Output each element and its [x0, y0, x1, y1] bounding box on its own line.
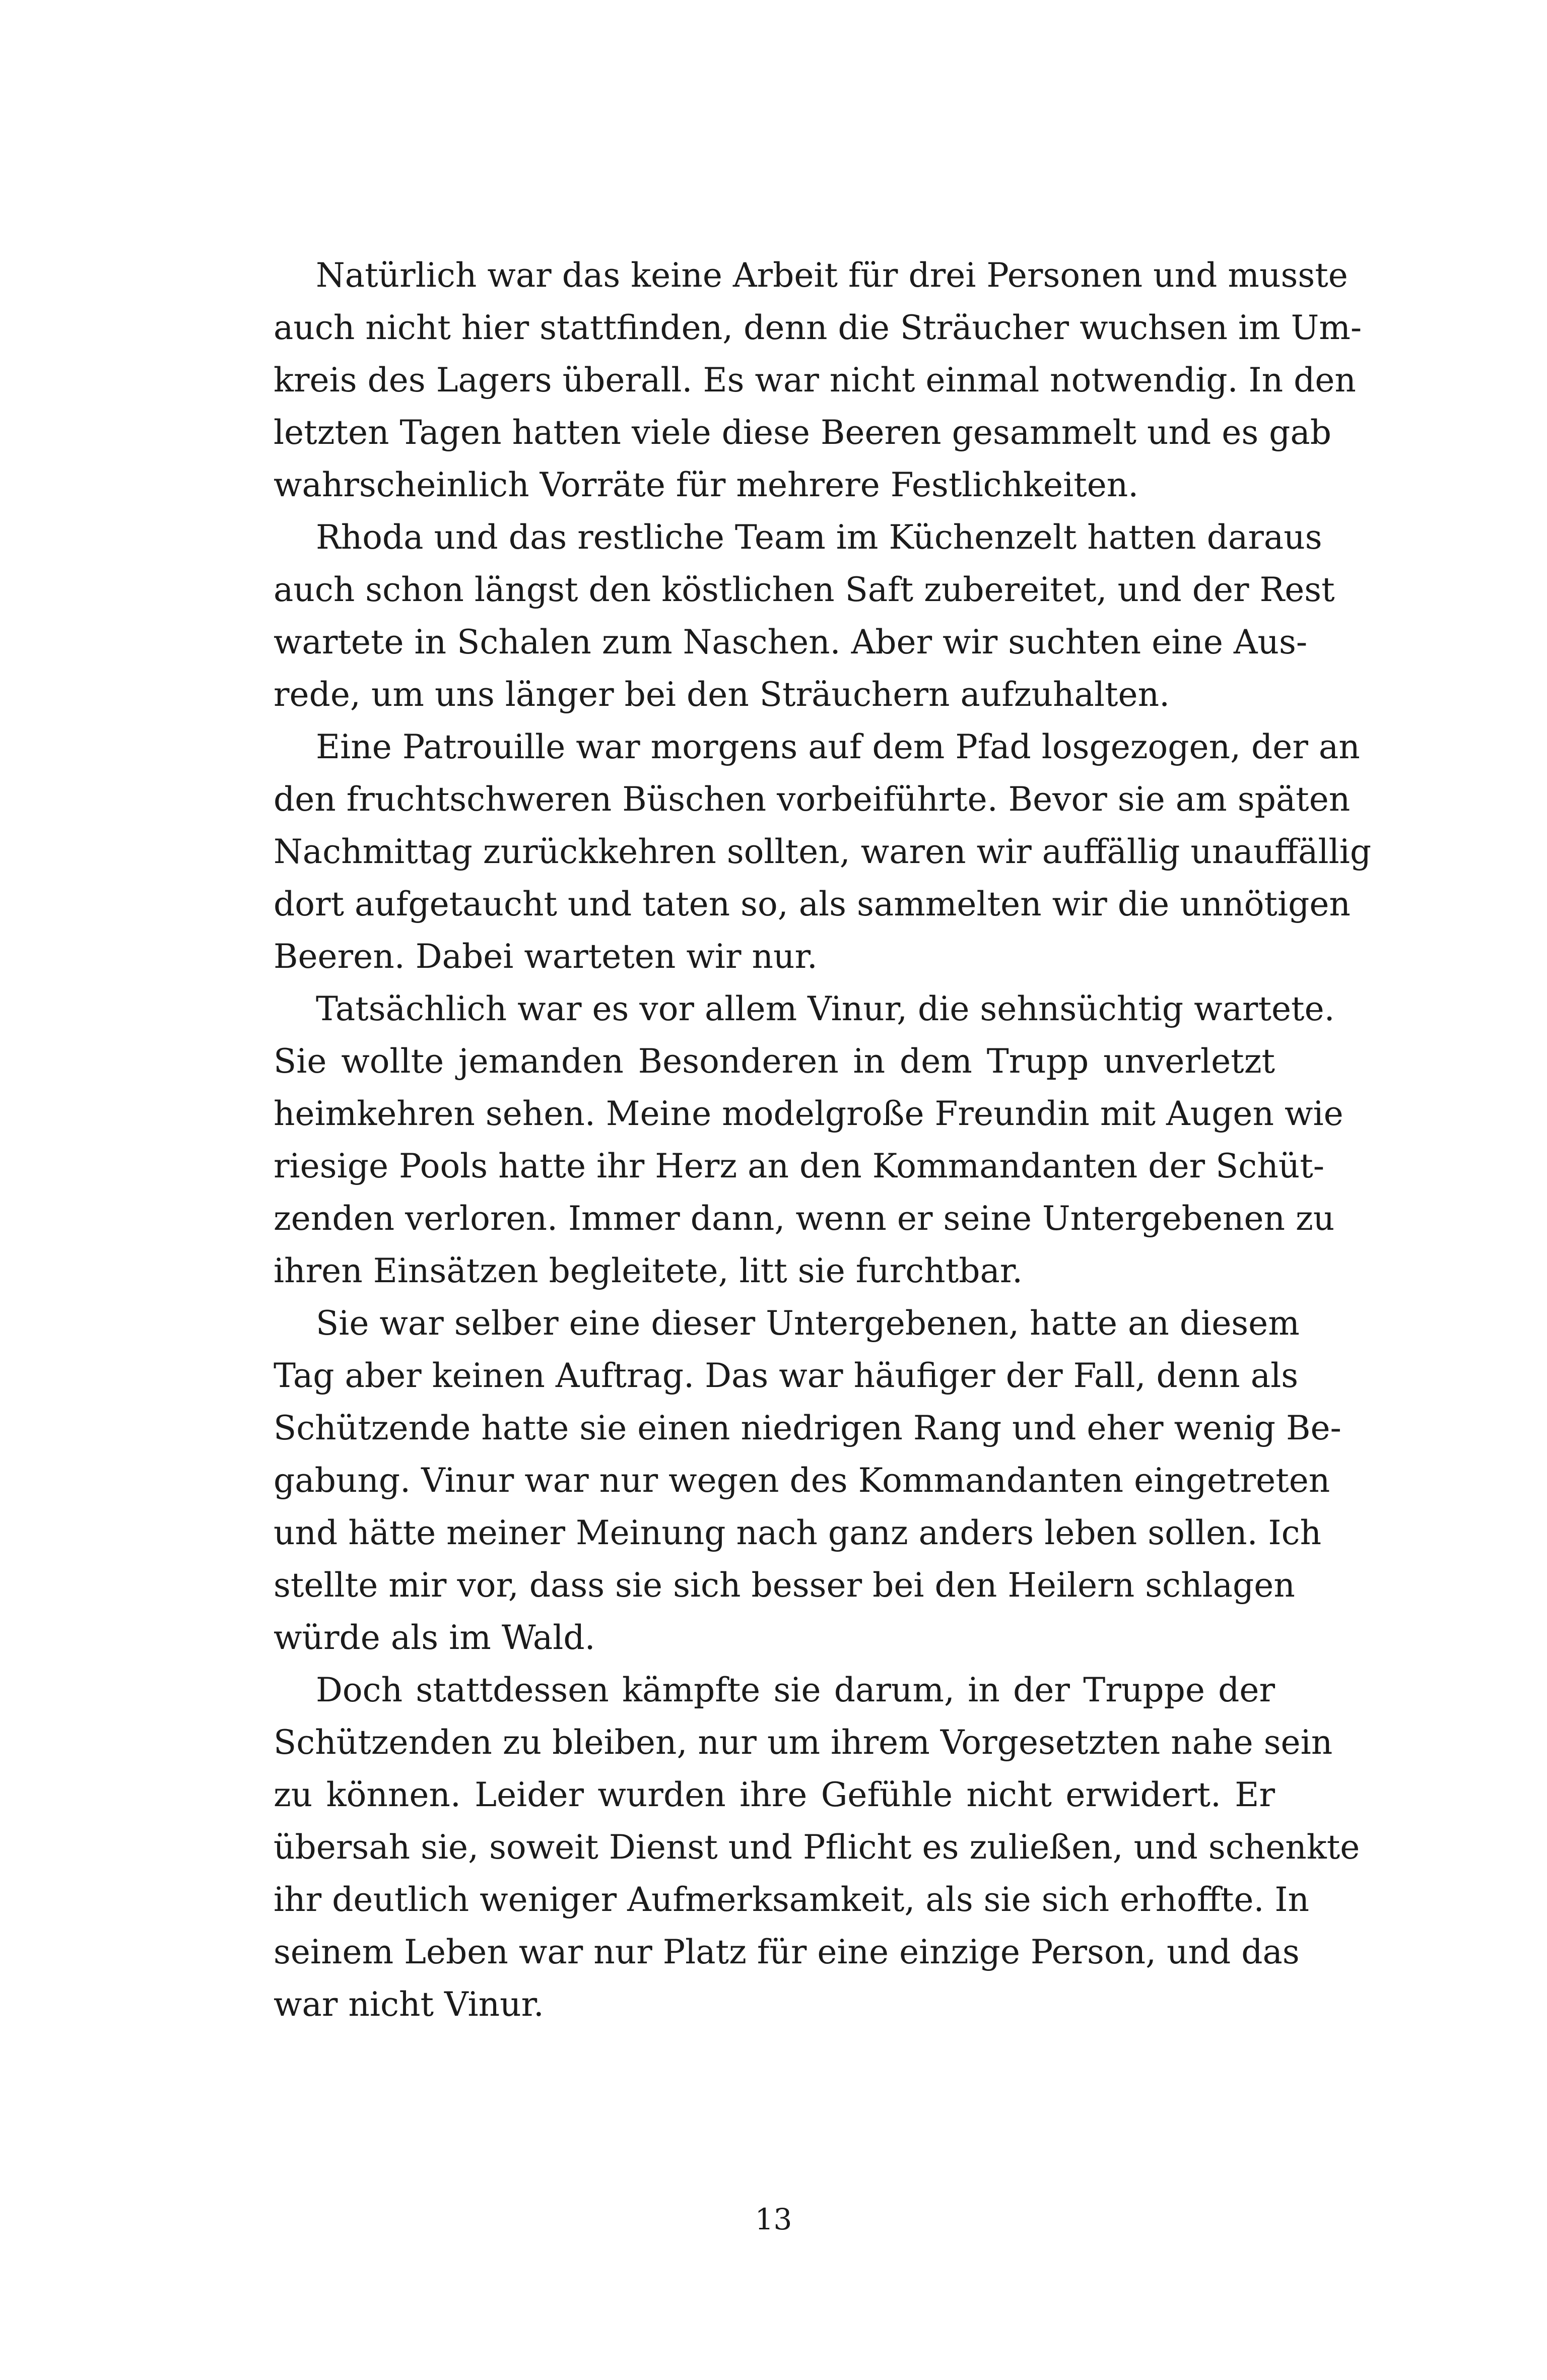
text-line: gabung. Vinur war nur wegen des Kommandanten eingetreten	[274, 1461, 1330, 1500]
text-line: rede, um uns länger bei den Sträuchern aufzuhalten.	[274, 675, 1170, 714]
text-line: Rhoda und das restliche Team im Küchenzelt hatten daraus	[316, 518, 1322, 557]
text-line: zu können. Leider wurden ihre Gefühle nicht erwidert. Er	[274, 1775, 1275, 1814]
text-line: und hätte meiner Meinung nach ganz anders leben sollen. Ich	[274, 1513, 1322, 1552]
paragraph	[274, 983, 1343, 1297]
text-line: heimkehren sehen. Meine modelgroße Freundin mit Augen wie	[274, 1094, 1343, 1133]
text-line: auch schon längst den köstlichen Saft zubereitet, und der Rest	[274, 570, 1335, 609]
text-line: wartete in Schalen zum Naschen. Aber wir suchten eine Aus-	[274, 623, 1308, 662]
text-line: würde als im Wald.	[274, 1618, 595, 1657]
text-line: Schützenden zu bleiben, nur um ihrem Vorgesetzten nahe sein	[274, 1723, 1333, 1762]
text-line: stellte mir vor, dass sie sich besser bei den Heilern schlagen	[274, 1566, 1295, 1605]
text-line: riesige Pools hatte ihr Herz an den Kommandanten der Schüt-	[274, 1147, 1325, 1185]
text-line: Nachmittag zurückkehren sollten, waren wir auffällig unauffällig	[274, 832, 1372, 871]
text-line: Beeren. Dabei warteten wir nur.	[274, 937, 818, 976]
page-number: 13	[755, 2202, 792, 2236]
text-line: Natürlich war das keine Arbeit für drei Personen und musste	[316, 256, 1348, 295]
paragraph	[274, 511, 1335, 721]
text-line: Tag aber keinen Auftrag. Das war häufiger der Fall, denn als	[274, 1356, 1299, 1395]
text-line: Eine Patrouille war morgens auf dem Pfad losgezogen, der an	[316, 728, 1360, 766]
paragraph	[274, 249, 1362, 511]
paragraph	[274, 1297, 1341, 1664]
text-line: ihren Einsätzen begleitete, litt sie furchtbar.	[274, 1251, 1023, 1290]
text-line: auch nicht hier stattfinden, denn die Sträucher wuchsen im Um-	[274, 308, 1362, 347]
paragraph	[274, 721, 1372, 983]
text-line: wahrscheinlich Vorräte für mehrere Festlichkeiten.	[274, 466, 1139, 504]
text-line: übersah sie, soweit Dienst und Pflicht es zuließen, und schenkte	[274, 1828, 1360, 1867]
text-line: zenden verloren. Immer dann, wenn er seine Untergebenen zu	[274, 1199, 1335, 1238]
text-line: Schützende hatte sie einen niedrigen Rang und eher wenig Be-	[274, 1409, 1341, 1447]
text-line: Sie wollte jemanden Besonderen in dem Trupp unverletzt	[274, 1042, 1275, 1081]
body-text	[274, 249, 1372, 2031]
paragraph	[274, 1664, 1360, 2031]
text-line: seinem Leben war nur Platz für eine einzige Person, und das	[274, 1933, 1300, 1971]
text-line: war nicht Vinur.	[274, 1985, 544, 2024]
text-line: Sie war selber eine dieser Untergebenen, hatte an diesem	[316, 1304, 1300, 1343]
text-line: Doch stattdessen kämpfte sie darum, in der Truppe der	[316, 1671, 1275, 1709]
text-line: dort aufgetaucht und taten so, als sammelten wir die unnötigen	[274, 885, 1351, 923]
text-line: kreis des Lagers überall. Es war nicht einmal notwendig. In den	[274, 361, 1356, 400]
text-line: den fruchtschweren Büschen vorbeiführte. Bevor sie am späten	[274, 780, 1351, 819]
text-line: letzten Tagen hatten viele diese Beeren gesammelt und es gab	[274, 413, 1332, 452]
text-line: ihr deutlich weniger Aufmerksamkeit, als sie sich erhoffte. In	[274, 1880, 1309, 1919]
text-line: Tatsächlich war es vor allem Vinur, die sehnsüchtig wartete.	[316, 989, 1335, 1028]
